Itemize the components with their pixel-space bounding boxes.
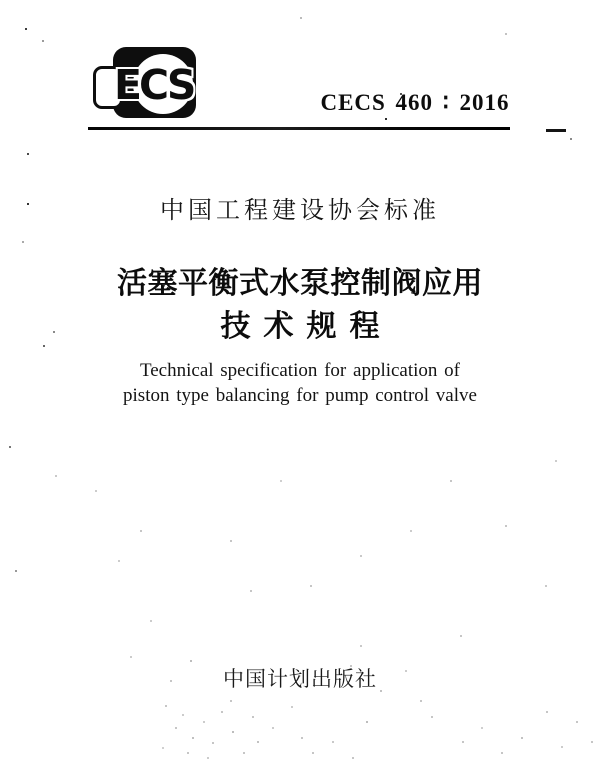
publisher-name: 中国计划出版社 — [223, 667, 377, 691]
cecs-logo — [93, 44, 203, 124]
title-cn-line-1: 活塞平衡式水泵控制阀应用 — [117, 266, 483, 301]
subtitle-en — [0, 358, 600, 408]
association-standard-label: 中国工程建设协会标准 — [160, 198, 440, 224]
logo-text: ECS — [114, 61, 194, 109]
header-rule-dash — [546, 129, 566, 132]
title-cn-line-2: 技术规程 — [220, 309, 393, 344]
subtitle-en-line-2: piston type balancing for pump control valve — [123, 385, 477, 406]
subtitle-en-line-1: Technical specification for application of — [139, 360, 461, 381]
scan-noise-specks — [0, 0, 2, 2]
header-rule — [88, 127, 510, 130]
standard-number: CECS 460 ∶ 2016 — [320, 90, 510, 115]
